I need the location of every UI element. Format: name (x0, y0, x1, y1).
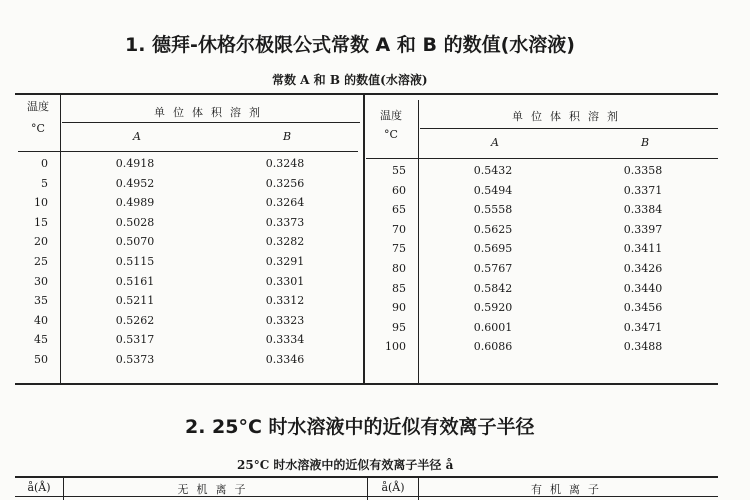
b-value-cell: 0.3264 (265, 196, 305, 210)
a-value-cell: 0.6001 (473, 320, 513, 334)
b-value-cell: 0.3301 (265, 274, 305, 288)
a-value-cell: 0.5494 (473, 183, 513, 197)
a-value-cell: 0.5115 (115, 255, 155, 268)
b-value-cell: 0.3440 (623, 281, 663, 295)
temp-cell: 10 (34, 196, 48, 210)
col-a-header: A (133, 130, 141, 143)
temp-cell: 90 (392, 301, 406, 315)
section1-title: 1. 德拜-休格尔极限公式常数 A 和 B 的数值(水溶液) (125, 34, 575, 56)
col-b-header-right: B (640, 136, 650, 149)
a-value-cell: 0.5842 (473, 281, 513, 295)
b-value-cell: 0.3426 (623, 262, 663, 275)
a-value-cell: 0.5767 (473, 262, 513, 275)
table1-caption: 常数 A 和 B 的数值(水溶液) (272, 73, 428, 87)
temp-cell: 35 (34, 294, 48, 308)
b-value-cell: 0.3323 (265, 313, 305, 327)
temp-unit-right: °C (384, 128, 398, 141)
organic-ions-header: 有机离子 (531, 483, 607, 496)
temp-cell: 75 (392, 242, 406, 256)
table2-caption: 25°C 时水溶液中的近似有效离子半径 å (237, 458, 454, 472)
b-value-cell: 0.3256 (265, 176, 305, 190)
a-value-cell: 0.5625 (473, 222, 513, 236)
a-value-cell: 0.5211 (115, 294, 155, 308)
a-value-cell: 0.4918 (115, 157, 155, 170)
b-value-cell: 0.3334 (265, 333, 305, 347)
b-value-cell: 0.3346 (265, 353, 305, 366)
temp-cell: 55 (392, 164, 406, 177)
a-value-cell: 0.4989 (115, 196, 155, 210)
temp-cell: 100 (385, 340, 406, 354)
radius-header: å(Å) (27, 481, 51, 494)
temp-cell: 0 (41, 157, 48, 170)
a-value-cell: 0.5262 (115, 313, 155, 327)
b-value-cell: 0.3371 (623, 183, 663, 197)
inorganic-ions-header: 无机离子 (177, 483, 254, 496)
b-value-cell: 0.3456 (623, 301, 663, 315)
temp-cell: 50 (34, 353, 48, 366)
temp-cell: 60 (392, 183, 406, 197)
radius-header-right: å(Å) (381, 481, 405, 494)
b-value-cell: 0.3312 (265, 294, 305, 308)
a-value-cell: 0.5161 (115, 274, 155, 288)
temp-header-right: 温度 (380, 109, 402, 122)
a-value-cell: 0.5558 (473, 203, 513, 217)
temp-unit: °C (31, 122, 45, 135)
solvent-group-header: 单位体积溶剂 (154, 106, 268, 119)
a-value-cell: 0.5028 (115, 215, 155, 229)
b-value-cell: 0.3282 (265, 235, 305, 249)
b-value-cell: 0.3488 (623, 340, 663, 354)
col-b-header: B (282, 130, 292, 143)
temp-cell: 45 (34, 333, 48, 347)
temp-cell: 25 (34, 255, 48, 268)
b-value-cell: 0.3248 (265, 157, 305, 170)
a-value-cell: 0.5317 (115, 333, 155, 347)
temp-cell: 30 (34, 274, 48, 288)
b-value-cell: 0.3291 (265, 255, 305, 268)
b-value-cell: 0.3373 (265, 215, 305, 229)
a-value-cell: 0.4952 (115, 176, 155, 190)
b-value-cell: 0.3397 (623, 222, 663, 236)
temp-cell: 80 (392, 262, 406, 275)
a-value-cell: 0.5432 (473, 164, 513, 177)
temp-cell: 65 (392, 203, 406, 217)
temp-header: 温度 (27, 100, 49, 113)
section2-title: 2. 25°C 时水溶液中的近似有效离子半径 (185, 416, 535, 438)
b-value-cell: 0.3411 (623, 242, 663, 256)
col-a-header-right: A (491, 136, 499, 149)
a-value-cell: 0.5070 (115, 235, 155, 249)
temp-cell: 5 (41, 176, 48, 190)
a-value-cell: 0.5373 (115, 353, 155, 366)
b-value-cell: 0.3471 (623, 320, 663, 334)
b-value-cell: 0.3358 (623, 164, 663, 177)
temp-cell: 85 (392, 281, 406, 295)
temp-cell: 20 (34, 235, 48, 249)
a-value-cell: 0.6086 (473, 340, 513, 354)
temp-cell: 15 (34, 215, 48, 229)
a-value-cell: 0.5695 (473, 242, 513, 256)
temp-cell: 70 (392, 222, 406, 236)
solvent-group-header-right: 单位体积溶剂 (512, 110, 626, 123)
a-value-cell: 0.5920 (473, 301, 513, 315)
temp-cell: 40 (34, 313, 48, 327)
temp-cell: 95 (392, 320, 406, 334)
b-value-cell: 0.3384 (623, 203, 663, 217)
